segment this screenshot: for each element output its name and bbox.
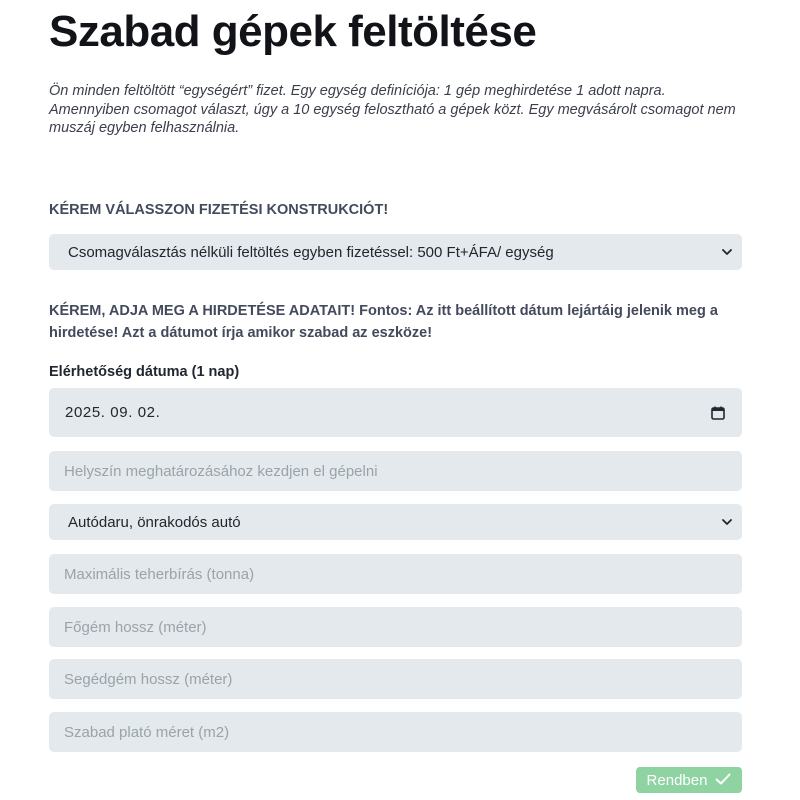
chevron-down-icon (720, 245, 734, 259)
chevron-down-icon (720, 515, 734, 529)
payment-construct-select[interactable] (49, 234, 742, 270)
machine-type-value: Autódaru, önrakodós autó (68, 513, 241, 531)
location-placeholder: Helyszín meghatározásához kezdjen el gépelni (64, 462, 378, 480)
max-load-input[interactable] (49, 554, 742, 594)
platform-size-placeholder: Szabad plató méret (m2) (64, 723, 230, 741)
machine-type-select[interactable] (49, 504, 742, 540)
aux-boom-input[interactable] (49, 659, 742, 699)
date-label: Elérhetőség dátuma (1 nap) (49, 364, 240, 380)
aux-boom-placeholder: Segédgém hossz (méter) (64, 670, 233, 688)
main-boom-input[interactable] (49, 607, 742, 647)
payment-construct-value: Csomagválasztás nélküli feltöltés egyben fizetéssel: 500 Ft+ÁFA/ egység (68, 243, 554, 261)
intro-text: Ön minden feltöltött “egységért” fizet. Egy egység definíciója: 1 gép meghirdetése 1 adott napra. Amennyiben csomagot választ, úgy a 10 egység felosztható a gépek közt. Egy megvásárolt csomagot nem muszáj egyben felhasználnia. (49, 83, 736, 136)
calendar-icon[interactable] (710, 405, 726, 421)
availability-date-value: 2025. 09. 02. (65, 404, 161, 421)
submit-button[interactable] (636, 767, 742, 793)
location-input[interactable] (49, 451, 742, 491)
main-boom-placeholder: Főgém hossz (méter) (64, 618, 207, 636)
page-title: Szabad gépek feltöltése (49, 7, 537, 56)
submit-label: Rendben (646, 771, 708, 789)
max-load-placeholder: Maximális teherbírás (tonna) (64, 565, 255, 583)
platform-size-input[interactable] (49, 712, 742, 752)
payment-heading: KÉREM VÁLASSZON FIZETÉSI KONSTRUKCIÓT! (49, 202, 389, 218)
availability-date-field[interactable] (49, 388, 742, 437)
ad-details-heading: KÉREM, ADJA MEG A HIRDETÉSE ADATAIT! Fontos: Az itt beállított dátum lejártáig jelenik meg a hirdetése! Azt a dátumot írja amikor szabad az eszköze! (49, 303, 718, 341)
check-icon (715, 772, 731, 789)
